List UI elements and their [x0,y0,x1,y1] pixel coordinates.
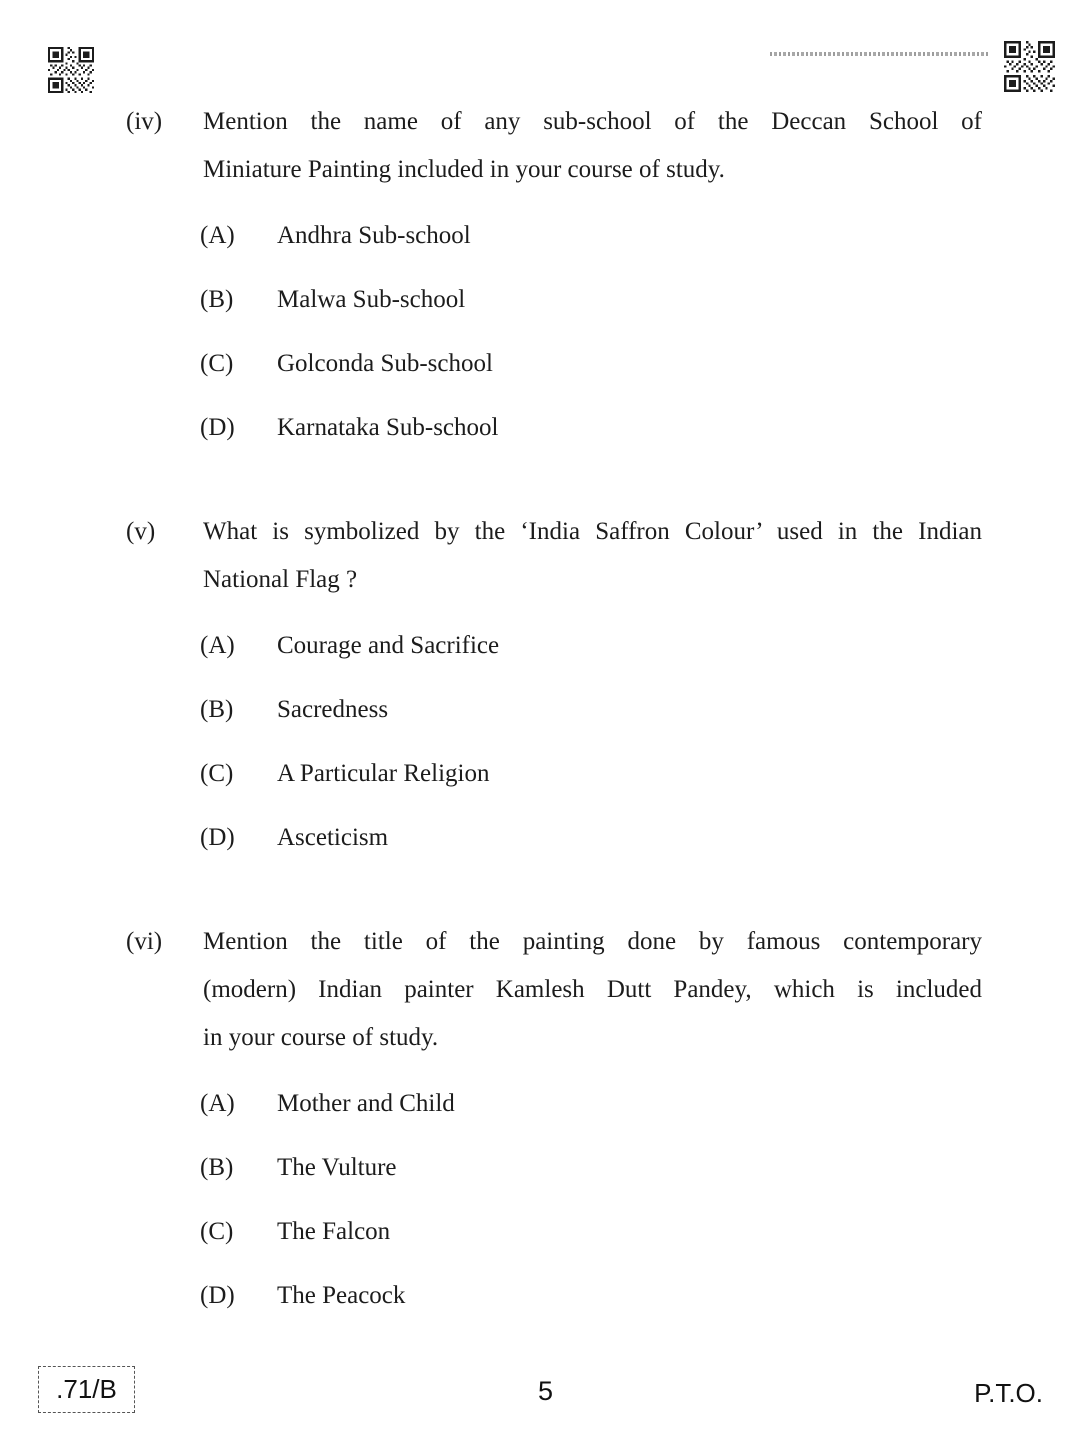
option-letter: (C) [200,1218,234,1245]
option-text: The Peacock [277,1282,406,1309]
option-row [200,348,982,380]
question-text-line: Mention the title of the painting done by famous contemporary [203,928,982,955]
option-letter: (B) [200,286,234,313]
option-row [200,1216,982,1248]
qr-code-icon [1004,41,1055,92]
option-row [200,1088,982,1120]
option-text: Asceticism [277,824,389,851]
option-row [200,284,982,316]
option-text: Mother and Child [277,1090,455,1117]
question-text-line: (modern) Indian painter Kamlesh Dutt Pandey, which is included [203,976,982,1003]
option-letter: (A) [200,632,235,659]
option-letter: (B) [200,1154,234,1181]
question-v [126,508,982,604]
option-text: Malwa Sub-school [277,286,466,313]
option-letter: (C) [200,760,234,787]
option-letter: (D) [200,414,235,441]
option-row [200,412,982,444]
question-number: (iv) [126,108,163,135]
question-text-line: in your course of study. [203,1024,439,1051]
option-text: Sacredness [277,696,389,723]
option-row [200,630,982,662]
option-row [200,1152,982,1184]
option-letter: (D) [200,1282,235,1309]
option-row [200,1280,982,1312]
option-row [200,758,982,790]
option-text: Andhra Sub-school [277,222,471,249]
option-letter: (B) [200,696,234,723]
question-text-line: What is symbolized by the ‘India Saffron Colour’ used in the Indian [203,518,982,545]
question-iv [126,98,982,194]
paper-code: .71/B [56,1374,117,1404]
pto-label: P.T.O. [974,1378,1043,1408]
option-text: Golconda Sub-school [277,350,493,377]
option-letter: (A) [200,222,235,249]
option-letter: (A) [200,1090,235,1117]
question-text-line: National Flag ? [203,566,358,593]
question-number: (v) [126,518,156,545]
question-number: (vi) [126,928,163,955]
option-text: Courage and Sacrifice [277,632,500,659]
option-text: The Vulture [277,1154,397,1181]
question-vi [126,918,982,1062]
option-row [200,822,982,854]
question-text-line: Mention the name of any sub-school of the Deccan School of [203,108,982,135]
question-text [203,98,982,194]
security-microtext-line-icon [770,52,988,56]
option-row [200,220,982,252]
page-number: 5 [537,1376,554,1406]
question-area [126,98,982,1312]
option-letter: (D) [200,824,235,851]
question-text [203,918,982,1062]
option-row [200,694,982,726]
option-text: Karnataka Sub-school [277,414,499,441]
qr-code-icon [48,47,94,93]
question-text-line: Miniature Painting included in your course of study. [203,156,725,183]
question-text [203,508,982,604]
option-text: A Particular Religion [277,760,490,787]
option-text: The Falcon [277,1218,391,1245]
option-letter: (C) [200,350,234,377]
